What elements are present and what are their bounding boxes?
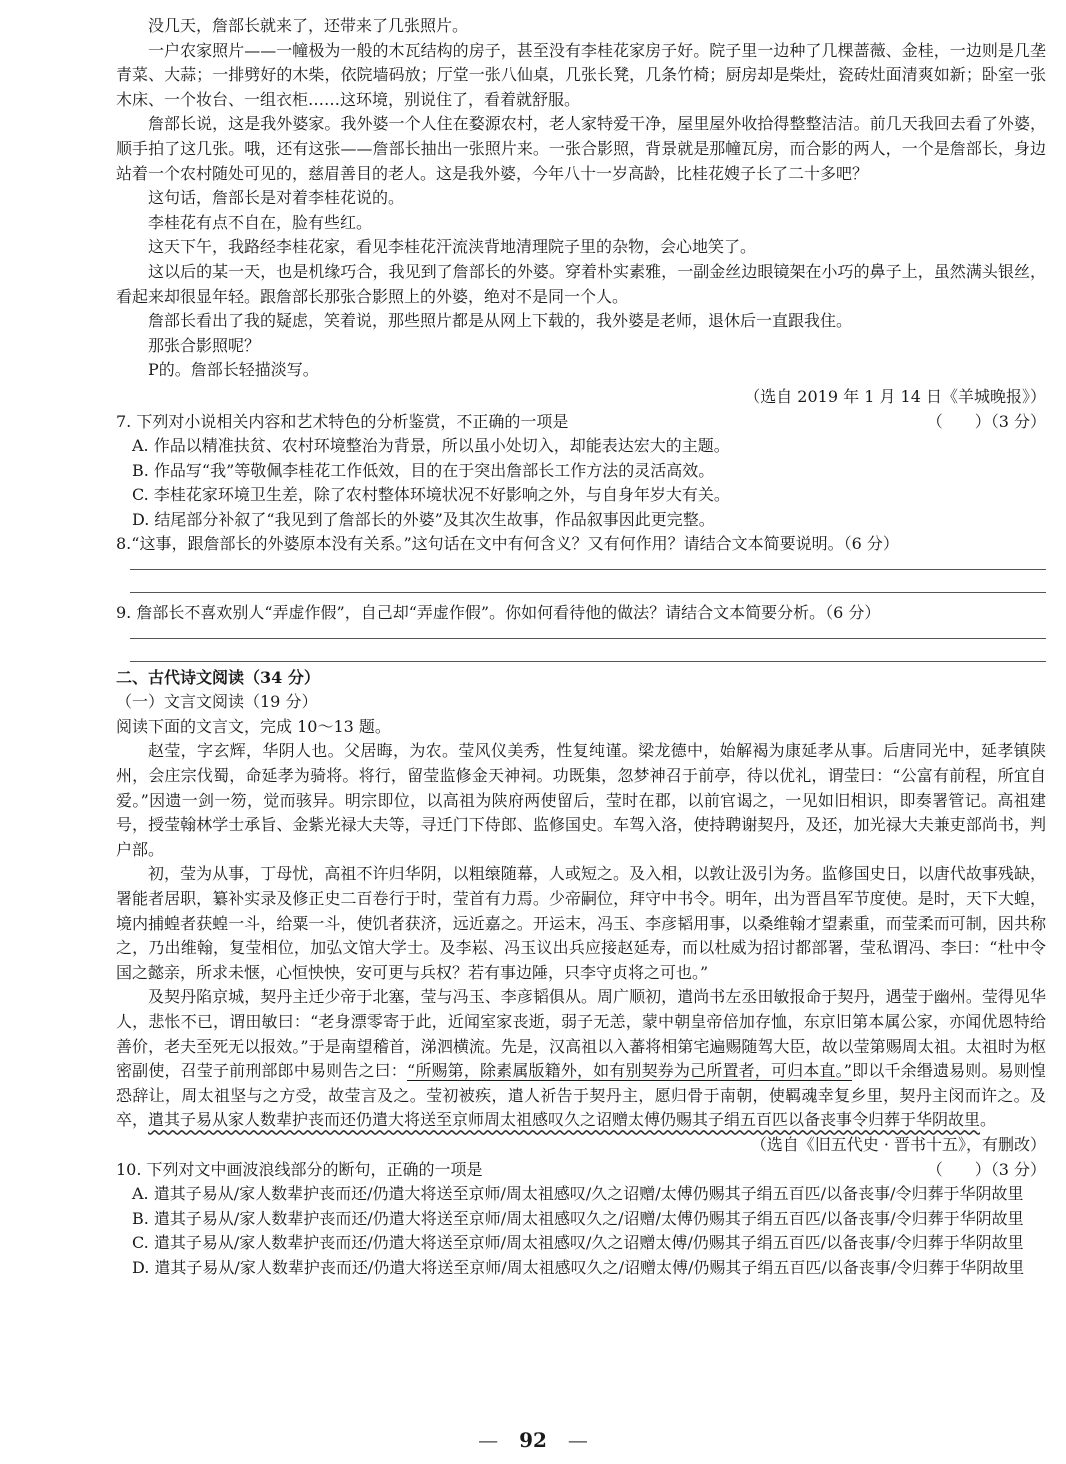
footer-dash: — <box>567 1428 588 1452</box>
question-stem: 9. 詹部长不喜欢别人“弄虚作假”，自己却“弄虚作假”。你如何看待他的做法？请结合文本简要分析。（6 分） <box>116 603 881 623</box>
answer-line <box>130 592 1046 593</box>
question-stem: 8.“这事，跟詹部长的外婆原本没有关系。”这句话在文中有何含义？又有何作用？请结合文本简要说明。（6 分） <box>116 534 899 554</box>
footer-dash: — <box>478 1428 499 1452</box>
document-page <box>116 14 1046 1281</box>
story-paragraph: 李桂花有点不自在，脸有些红。 <box>148 212 373 232</box>
classical-text: 即以千余缗遗易则。易则惶恐辞让，周太祖坚与之方受，故莹言及之。莹初被疾，遣人祈告于契丹主，愿归骨于南朝，使羁魂幸复乡里，契丹主闵而许之。及卒， <box>116 1061 1046 1130</box>
story-paragraph: 没几天，詹部长就来了，还带来了几张照片。 <box>148 16 469 35</box>
answer-option: A. 遣其子易从/家人数辈护丧而还/仍遣大将送至京师/周太祖感叹/久之诏赠/太傅仍赐其子绢五百匹/以备丧事/令归葬于华阴故里 <box>132 1184 1024 1204</box>
classical-paragraph: 初，莹为从事，丁母忧，高祖不许归华阴，以粗缞随幕，人或短之。及入相，以敦让汲引为务。监修国史日，以唐代故事残缺，署能者居职，纂补实录及修正史二百卷行于时，莹首有力焉。少帝嗣位，拜守中书令。明年，出为晋昌军节度使。是时，天下大蝗，境内捕蝗者获蝗一斗，给粟一斗，使饥者获济，远近嘉之。开运末，冯玉、李彦韬用事，以桑维翰才望素重，而莹柔而可制，因共称之，乃出维翰，复莹相位，加弘文馆大学士。及李崧、冯玉议出兵应接赵延寿，而以杜威为招讨都部署，莹私谓冯、李曰：“杜中令国之懿亲，所求未惬，心恒怏怏，安可更与兵权？若有事边陲，只李守贞将之可也。” <box>116 864 1046 982</box>
subsection-title: （一）文言文阅读（19 分） <box>116 692 318 712</box>
story-paragraph: 这以后的某一天，也是机缘巧合，我见到了詹部长的外婆。穿着朴实素雅，一副金丝边眼镜架在小巧的鼻子上，虽然满头银丝，看起来却很显年轻。跟詹部长那张合影照上的外婆，绝对不是同一个人。 <box>116 261 1046 306</box>
story-paragraph: 那张合影照呢？ <box>148 335 261 355</box>
question-stem: 7. 下列对小说相关内容和艺术特色的分析鉴赏，不正确的一项是 <box>116 411 569 431</box>
section-classical <box>116 666 1046 1158</box>
story-paragraph: P的。詹部长轻描淡写。 <box>148 360 319 380</box>
answer-option: C. 李桂花家环境卫生差，除了农村整体环境状况不好影响之外，与自身年岁大有关。 <box>132 485 730 505</box>
story-paragraph: 这天下午，我路经李桂花家，看见李桂花汗流浃背地清理院子里的杂物，会心地笑了。 <box>148 237 757 257</box>
wavy-underlined-passage: 遣其子易从家人数辈护丧而还仍遣大将送至京师周太祖感叹久之诏赠太傅仍赐其子绢五百匹以备丧事令归葬于华阴故里 <box>148 1110 981 1130</box>
story-excerpt <box>116 14 1046 410</box>
story-paragraph: 这句话，詹部长是对着李桂花说的。 <box>148 188 405 208</box>
answer-line <box>130 569 1046 570</box>
section-title: 二、古代诗文阅读（34 分） <box>116 667 320 687</box>
question-9 <box>116 601 1046 662</box>
classical-paragraph <box>116 985 1046 1133</box>
answer-line <box>130 638 1046 639</box>
story-source: （选自 2019 年 1 月 14 日《羊城晚报》） <box>744 386 1046 406</box>
question-10 <box>116 1158 1046 1281</box>
answer-option: B. 作品写“我”等敬佩李桂花工作低效，目的在于突出詹部长工作方法的灵活高效。 <box>132 460 715 480</box>
question-7 <box>116 410 1046 533</box>
classical-text: 及契丹陷京城，契丹主迁少帝于北塞，莹与冯玉、李彦韬俱从。周广顺初，遣尚书左丞田敏报命于契丹，遇莹于幽州。莹得见华人，悲怅不已，谓田敏曰：“老身漂零寄于此，近闻室家丧逝，弱子无恙，蒙中朝皇帝倍加存恤，东京旧第本属公家，亦闻优恩特给善价，老夫至死无以报效。”于是南望稽首，涕泗横流。先是，汉高祖以入蕃将相第宅遍赐随驾大臣，故以莹第赐周太祖。太祖时为枢密副使，召莹子前刑部郎中易则告之曰： <box>116 987 1046 1081</box>
question-points: （ ）（3 分） <box>926 411 1046 431</box>
page-footer <box>0 1428 1066 1452</box>
page-number: 92 <box>519 1428 547 1452</box>
answer-option: D. 遣其子易从/家人数辈护丧而还/仍遣大将送至京师/周太祖感叹久之/诏赠太傅/仍赐其子绢五百匹/以备丧事/令归葬于华阴故里 <box>132 1257 1025 1277</box>
question-stem: 10. 下列对文中画波浪线部分的断句，正确的一项是 <box>116 1159 483 1179</box>
story-paragraph: 詹部长看出了我的疑虑，笑着说，那些照片都是从网上下载的，我外婆是老师，退休后一直跟我住。 <box>148 311 853 331</box>
answer-option: D. 结尾部分补叙了“我见到了詹部长的外婆”及其次生故事，作品叙事因此更完整。 <box>132 509 715 529</box>
answer-option: C. 遣其子易从/家人数辈护丧而还/仍遣大将送至京师/周太祖感叹/久之诏赠太傅/仍赐其子绢五百匹/以备丧事/令归葬于华阴故里 <box>132 1233 1024 1253</box>
question-points: （ ）（3 分） <box>926 1159 1046 1179</box>
reading-instructions: 阅读下面的文言文，完成 10～13 题。 <box>116 716 391 736</box>
underlined-sentence: “所赐第，除素属版籍外，如有别契券为己所置者，可归本直。” <box>406 1061 852 1081</box>
classical-text: 。 <box>980 1110 997 1130</box>
story-paragraph: 詹部长说，这是我外婆家。我外婆一个人住在婺源农村，老人家特爱干净，屋里屋外收拾得整整洁洁。前几天我回去看了外婆，顺手拍了这几张。哦，还有这张——詹部长抽出一张照片来。一张合影照，背景就是那幢瓦房，而合影的两人，一个是詹部长，身边站着一个农村随处可见的，慈眉善目的老人。这是我外婆，今年八十一岁高龄，比桂花嫂子长了二十多吧？ <box>116 114 1046 183</box>
answer-option: B. 遣其子易从/家人数辈护丧而还/仍遣大将送至京师/周太祖感叹久之/诏赠/太傅仍赐其子绢五百匹/以备丧事/令归葬于华阴故里 <box>132 1208 1024 1228</box>
classical-paragraph: 赵莹，字玄辉，华阴人也。父居晦，为农。莹风仪美秀，性复纯谨。梁龙德中，始解褐为康延孝从事。后唐同光中，延孝镇陕州，会庄宗伐蜀，命延孝为骑将。将行，留莹监修金天神祠。功既集，忽梦神召于前亭，待以优礼，谓莹曰：“公富有前程，所宜自爱。”因遗一剑一笏，觉而骇异。明宗即位，以高祖为陕府两使留后，莹时在郡，以前官谒之，一见如旧相识，即奏署管记。高祖建号，授莹翰林学士承旨、金紫光禄大夫等，寻迁门下侍郎、监修国史。车驾入洛，使持聘谢契丹，及还，加光禄大夫兼吏部尚书，判户部。 <box>116 741 1046 859</box>
story-paragraph: 一户农家照片——一幢极为一般的木瓦结构的房子，甚至没有李桂花家房子好。院子里一边种了几棵蔷薇、金桂，一边则是几垄青菜、大蒜；一排劈好的木柴，依院墙码放；厅堂一张八仙桌，几张长凳，几条竹椅；厨房却是柴灶，瓷砖灶面清爽如新；卧室一张木床、一个妆台、一组衣柜……这环境，别说住了，看着就舒服。 <box>116 40 1046 109</box>
classical-source: （选自《旧五代史 · 晋书十五》，有删改） <box>750 1134 1046 1154</box>
answer-line <box>130 661 1046 662</box>
question-8 <box>116 532 1046 593</box>
answer-option: A. 作品以精准扶贫、农村环境整治为背景，所以虽小处切入，却能表达宏大的主题。 <box>132 436 730 456</box>
